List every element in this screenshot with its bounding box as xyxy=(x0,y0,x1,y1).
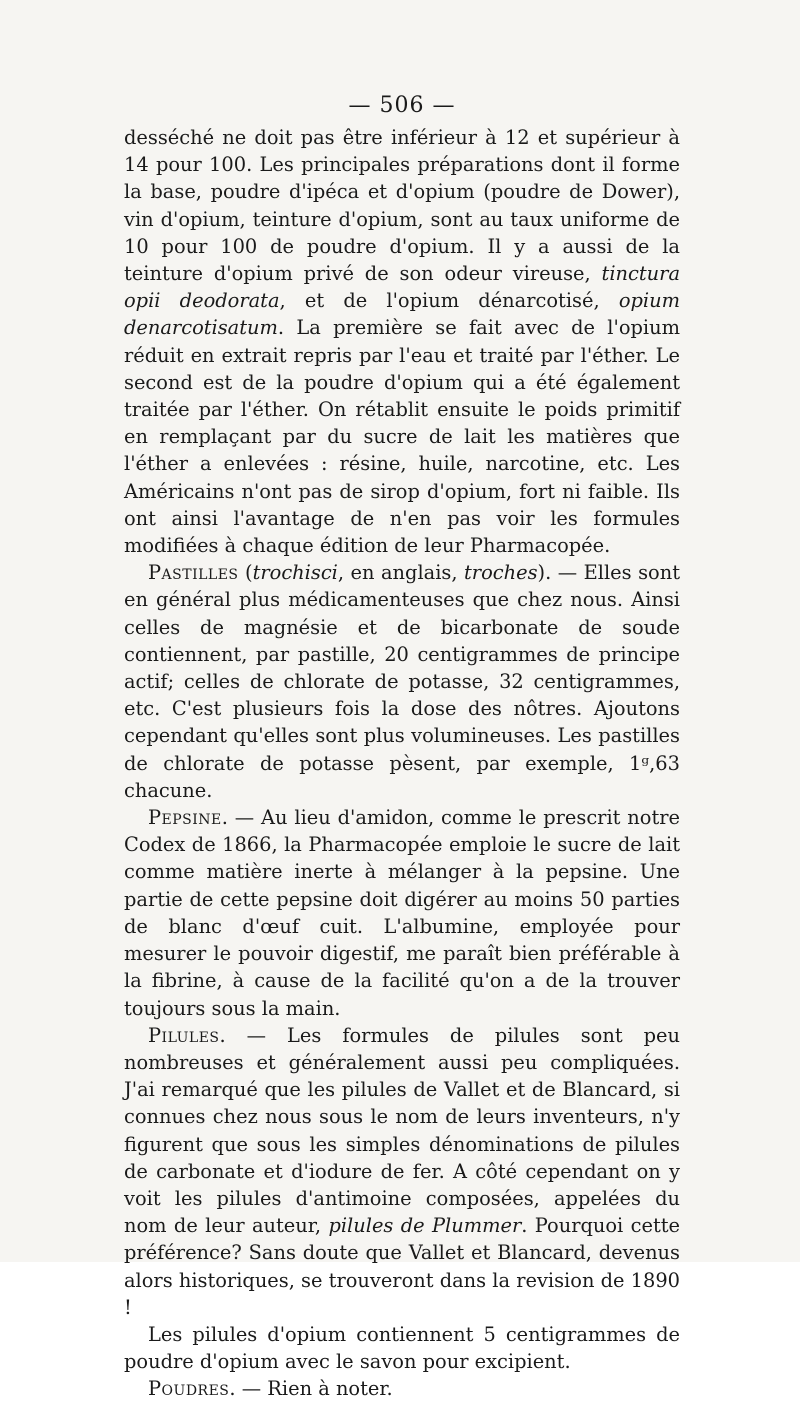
text-run: . — Au lieu d'amidon, comme le prescrit notre Codex de 1866, la Pharmacopée emploie le sucre de lait comme matière inerte à mélanger à la pepsine. Une partie de cette pepsine doit digérer au moins 50 parties de blanc d'œuf cuit. L'albumine, employée pour mesurer le pouvoir digestif, me paraît bien préférable à la fibrine, à cause de la facilité qu'on a de la trouver toujours sous la main. xyxy=(124,806,680,1020)
latin-term: tinctura opii deodorata xyxy=(124,262,680,313)
pills-name: pilules de Plummer xyxy=(328,1214,522,1238)
text-run: . — Les formules de pilules sont peu nombreuses et généralement aussi peu compliquées. J'ai remarqué que les pilules de Vallet et de Blancard, si connues chez nous sous le nom de leurs inventeurs, n'y figurent que sous les simples dénominations de pilules de carbonate et d'iodure de fer. A côté cependant on y voit les pilules d'antimoine composées, appelées du nom de leur auteur, xyxy=(124,1023,680,1238)
section-heading: Pastilles xyxy=(148,561,239,585)
latin-term: trochisci xyxy=(252,561,338,585)
text-run: . La première se fait avec de l'opium réduit en extrait repris par l'eau et traité par l'éther. Le second est de la poudre d'opium qui a été également traitée par l'éther. On rétablit ensuite le poids primitif en remplaçant par du sucre de lait les matières que l'éther a enlevées : résine, huile, narcotine, etc. Les Américains n'ont pas de sirop d'opium, fort ni faible. Ils ont ainsi l'avantage de n'en pas voir les formules modifiées à chaque édition de leur Pharmacopée. xyxy=(124,316,680,558)
text-run: , en anglais, xyxy=(337,561,465,585)
text-run: . — Rien à noter. xyxy=(229,1377,393,1401)
section-heading: Pepsine xyxy=(148,806,222,830)
text-run: ( xyxy=(238,561,253,585)
text-run: desséché ne doit pas être inférieur à 12 et supérieur à 14 pour 100. Les principales préparations dont il forme la base, poudre d'ipéca et d'opium (poudre de Dower), vin d'opium, teinture d'opium, sont au taux uniforme de 10 pour 100 de poudre d'opium. Il y a aussi de la teinture d'opium privé de son odeur vireuse, xyxy=(124,126,680,286)
page-number: — 506 — xyxy=(348,93,456,118)
paragraph-opium-continued xyxy=(124,124,680,559)
paragraph-pilules xyxy=(124,1022,680,1321)
text-block xyxy=(124,92,680,1403)
text-run: Les pilules d'opium contiennent 5 centigrammes de poudre d'opium avec le savon pour excipient. xyxy=(124,1322,680,1374)
english-term: troches xyxy=(464,561,538,585)
paragraph-pilules-opium xyxy=(124,1321,680,1375)
latin-term: opium denarcotisatum xyxy=(124,289,680,340)
text-run: . Pourquoi cette préférence? Sans doute que Vallet et Blancard, devenus alors historiques, se trouveront dans la revision de 1890 ! xyxy=(124,1214,681,1319)
paragraph-pastilles xyxy=(124,559,680,804)
section-heading: Pilules xyxy=(148,1023,220,1047)
text-run: ). — Elles sont en général plus médicamenteuses que chez nous. Ainsi celles de magnésie et de bicarbonate de soude contiennent, par pastille, 20 centigrammes de principe actif; celles de chlorate de potasse, 32 centigrammes, etc. C'est plusieurs fois la dose des nôtres. Ajoutons cependant qu'elles sont plus volumineuses. Les pastilles de chlorate de potasse pèsent, par exemple, 1ᵍ,63 chacune. xyxy=(124,561,680,802)
section-heading: Poudres xyxy=(148,1377,230,1401)
text-run: , et de l'opium dénarcotisé, xyxy=(279,289,619,313)
paragraph-poudres xyxy=(124,1375,680,1402)
paragraph-pepsine xyxy=(124,804,680,1022)
